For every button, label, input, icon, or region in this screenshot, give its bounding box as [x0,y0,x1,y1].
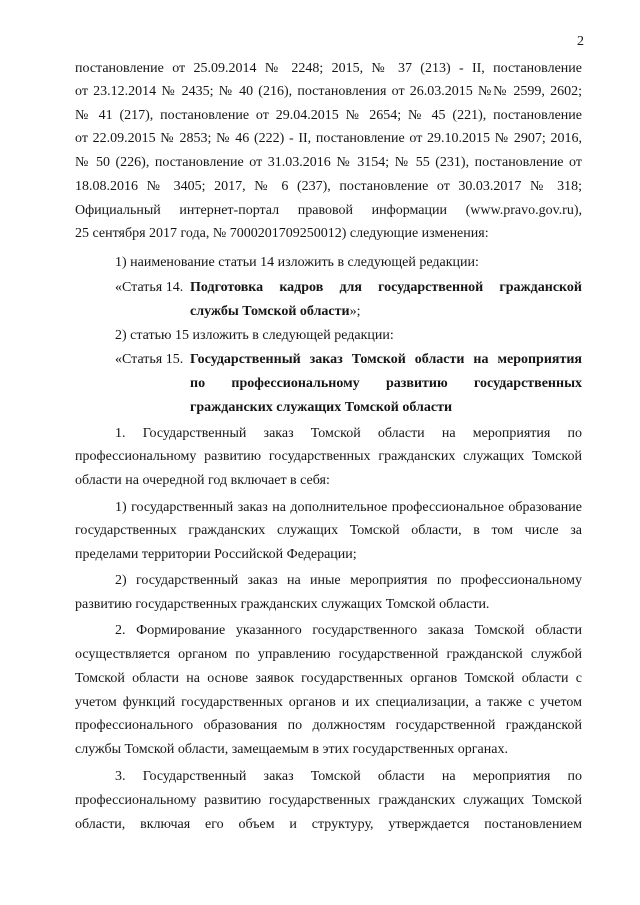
text-line: государственных гражданских служащих Томской области, в том числе за [75,523,582,538]
article-14-title: Подготовка кадров для государственной гражданской [190,280,582,295]
article-15-title: по профессиональному развитию государственных [190,376,582,391]
text-line: профессиональному развитию государственных гражданских служащих Томской [75,449,582,464]
page-number: 2 [577,34,584,49]
text-line: от 23.12.2014 № 2435; № 40 (216), постановления от 26.03.2015 №№ 2599, 2602; [75,84,582,99]
article-14-title-continuation [190,302,582,321]
text-line: профессионального образования по должностям государственной гражданской [75,718,582,733]
article-14-label: «Статья 14. [115,280,184,295]
text-line: Официальный интернет-портал правовой информации (www.pravo.gov.ru), [75,203,582,218]
text-line: 1. Государственный заказ Томской области на мероприятия по [115,426,582,441]
text-line: пределами территории Российской Федерации; [75,547,357,562]
amendment-item-1: 1) наименование статьи 14 изложить в следующей редакции: [115,255,479,270]
text-line: от 22.09.2015 № 2853; № 46 (222) - II, постановление от 29.10.2015 № 2907; 2016, [75,131,582,146]
article-14-closing: »; [349,304,361,319]
text-line: Томской области на основе заявок государственных органов Томской области с [75,671,582,686]
text-line: 3. Государственный заказ Томской области на мероприятия по [115,769,582,784]
article-15-title: Государственный заказ Томской области на мероприятия [190,352,582,367]
text-line: 1) государственный заказ на дополнительное профессиональное образование [115,500,582,515]
text-line: области на очередной год включает в себя: [75,473,330,488]
text-line: № 50 (226), постановление от 31.03.2016 № 3154; № 55 (231), постановление от [75,155,582,170]
text-line: № 41 (217), постановление от 29.04.2015 № 2654; № 45 (221), постановление [75,108,582,123]
text-line: постановление от 25.09.2014 № 2248; 2015, № 37 (213) - II, постановление [75,61,582,76]
text-line: профессиональному развитию государственных гражданских служащих Томской [75,793,582,808]
text-line: учетом функций государственных органов и их специализации, а также с учетом [75,695,582,710]
text-line: области, включая его объем и структуру, утверждается постановлением [75,817,582,832]
article-14-title-line-2: службы Томской области [190,304,350,319]
article-15-label: «Статья 15. [115,352,184,367]
article-15-title: гражданских служащих Томской области [190,400,453,415]
text-line: развитию государственных гражданских служащих Томской области. [75,597,490,612]
text-line: 2) государственный заказ на иные мероприятия по профессиональному [115,573,582,588]
text-line: 25 сентября 2017 года, № 7000201709250012) следующие изменения: [75,226,489,241]
amendment-item-2: 2) статью 15 изложить в следующей редакции: [115,328,394,343]
text-line: 18.08.2016 № 3405; 2017, № 6 (237), постановление от 30.03.2017 № 318; [75,179,582,194]
text-line: 2. Формирование указанного государственного заказа Томской области [115,623,582,638]
text-line: службы Томской области, замещаемым в этих государственных органах. [75,742,508,757]
text-line: осуществляется органом по управлению государственной гражданской службой [75,647,582,662]
